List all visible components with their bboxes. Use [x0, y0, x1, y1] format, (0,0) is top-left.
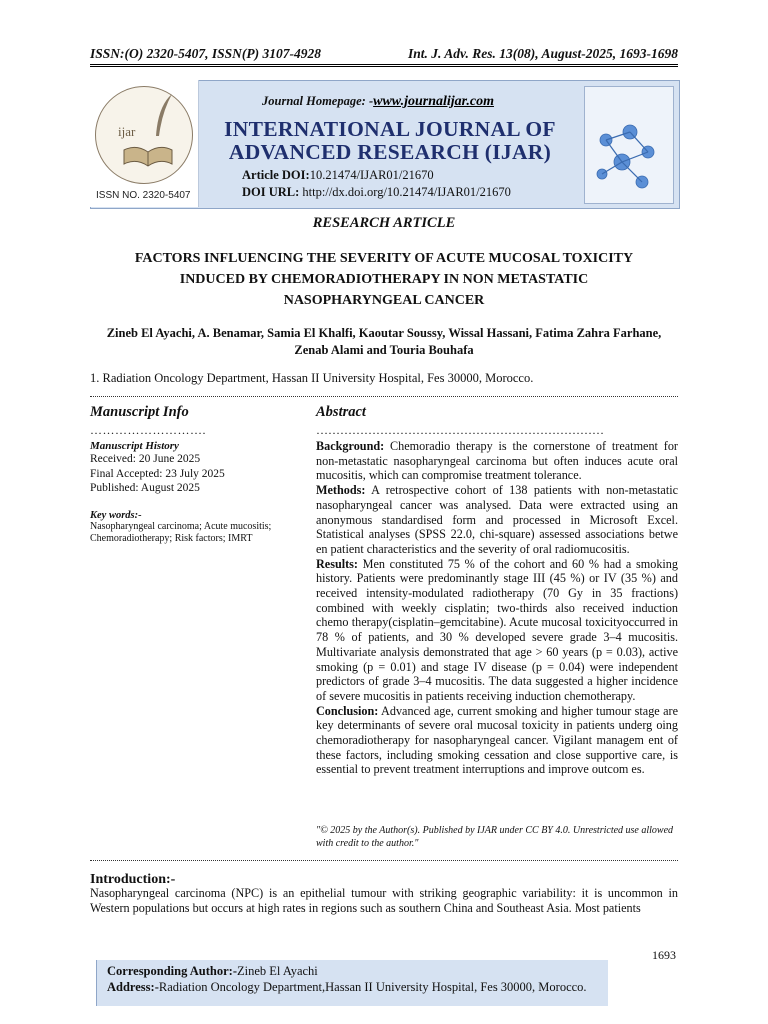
- doi-block: Article DOI:10.21474/IJAR01/21670 DOI URL: http://dx.doi.org/10.21474/IJAR01/21670: [242, 168, 511, 199]
- manuscript-info: [90, 404, 290, 546]
- journal-title: INTERNATIONAL JOURNAL OF ADVANCED RESEARCH (IJAR): [224, 117, 556, 164]
- page-number: 1693: [652, 948, 676, 962]
- quill-icon: [150, 92, 176, 142]
- molecule-icon: [586, 118, 670, 200]
- issn-text: ISSN:(O) 2320-5407, ISSN(P) 3107-4928: [90, 46, 322, 61]
- corresponding-author-box: Corresponding Author:-Zineb El Ayachi Address:-Radiation Oncology Department,Hassan II University Hospital, Fes 30000, Morocco.: [96, 960, 608, 1006]
- header-rule: [90, 66, 678, 67]
- abstract-methods: Methods: A retrospective cohort of 138 patients with non-metastatic nasopharyngeal cancer was analysed. Data were extracted using an anonymous standardised form and processed in Microsoft Excel. Statistical analyses (SPSS 22.0, chi-square) assessed associations betwe en patient characteristics and the severity of oral radiomucositis.: [316, 483, 678, 556]
- manuscript-history-heading: Manuscript History: [90, 440, 179, 452]
- journal-homepage: Journal Homepage: -www.journalijar.com: [262, 94, 494, 109]
- dotted-divider: [90, 860, 678, 861]
- abstract-conclusion: Conclusion: Advanced age, current smoking and higher tumour stage are key determinants of severe oral mucosal toxicity in patients underg oing chemoradiotherapy for nasopharyngeal cancer. Vigilant managem ent of these factors, including smoking cessation and close supportive care, is essential to prevent treatment interruptions and improve outcom es.: [316, 703, 678, 777]
- logo-text: ijar: [118, 124, 136, 139]
- published-date: Published: August 2025: [90, 482, 200, 494]
- introduction-text: Nasopharyngeal carcinoma (NPC) is an epithelial tumour with striking geographic variability: it is uncommon in Western populations but occurs at high rates in regions such as southern China and Southeast Asia. Most patients: [90, 886, 678, 915]
- doi-url-link[interactable]: http://dx.doi.org/10.21474/IJAR01/21670: [302, 185, 511, 199]
- abstract-heading: Abstract: [316, 404, 366, 420]
- running-header: [90, 46, 678, 65]
- affiliation: 1. Radiation Oncology Department, Hassan II University Hospital, Fes 30000, Morocco.: [90, 371, 534, 385]
- keywords-heading: Key words:-: [90, 509, 142, 521]
- keywords: Nasopharyngeal carcinoma; Acute mucositis; Chemoradiotherapy; Risk factors; IMRT: [90, 520, 272, 544]
- accepted-date: Final Accepted: 23 July 2025: [90, 467, 225, 480]
- logo-issn: ISSN NO. 2320-5407: [96, 190, 191, 201]
- introduction-heading: Introduction:-: [90, 872, 176, 887]
- article-type: RESEARCH ARTICLE: [312, 215, 456, 231]
- author-address: Radiation Oncology Department,Hassan II University Hospital, Fes 30000, Morocco.: [158, 980, 587, 994]
- copyright-notice: "© 2025 by the Author(s). Published by IJAR under CC BY 4.0. Unrestricted use allowed with credit to the author.": [316, 825, 674, 849]
- abstract-results: Results: Men constituted 75 % of the cohort and 60 % had a smoking history. Patients were predominantly stage III (45 %) or IV (35 %) and received intensity-modulated radiotherapy (70 Gy in 35 fractions) combined with weekly cisplatin; two-thirds also received induction chemo therapy(cisplatin–gemcitabine). Acute mucosal toxicityoccurred in 78 % of patients, and 30 % developed severe grade 3–4 mucositis. Multivariate analysis demonstrated that age > 60 years (p = 0.03), active smoking (p = 0.01) and stage IV disease (p = 0.04) were independent predictors of grade 3–4 mucositis. The data suggested a higher incidence of severe mucositis in patients receiving induction chemotherapy.: [316, 556, 678, 703]
- homepage-link[interactable]: www.journalijar.com: [373, 94, 494, 109]
- abstract-background: Background: Chemoradio therapy is the cornerstone of treatment for non-metastatic nasopharyngeal carcinoma but often induces acute oral mucositis, which can compromise treatment tolerance.: [316, 439, 678, 483]
- corresponding-author: Zineb El Ayachi: [237, 964, 318, 978]
- dotted-separator: ……………………….: [90, 423, 206, 437]
- doi-value: 10.21474/IJAR01/21670: [309, 168, 434, 182]
- manuscript-info-heading: Manuscript Info: [90, 404, 189, 420]
- book-icon: [120, 140, 176, 170]
- author-list: Zineb El Ayachi, A. Benamar, Samia El Khalfi, Kaoutar Soussy, Wissal Hassani, Fatima Zahra Farhane, Zenab Alami and Touria Bouhafa: [106, 326, 662, 357]
- abstract: [316, 404, 678, 777]
- citation-text: Int. J. Adv. Res. 13(08), August-2025, 1693-1698: [407, 46, 678, 61]
- paper-title: FACTORS INFLUENCING THE SEVERITY OF ACUTE MUCOSAL TOXICITY INDUCED BY CHEMORADIOTHERAPY IN NON METASTATIC NASOPHARYNGEAL CANCER: [134, 251, 634, 308]
- received-date: Received: 20 June 2025: [90, 453, 201, 465]
- dotted-divider: [90, 396, 678, 397]
- dotted-separator: ………………………………………………………………: [316, 425, 604, 435]
